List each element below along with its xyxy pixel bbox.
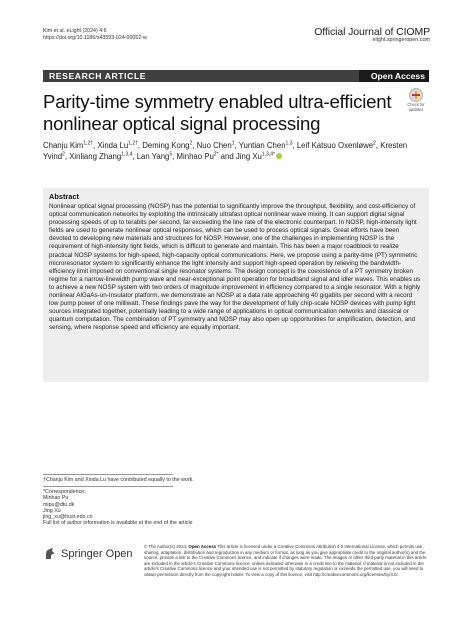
springer-open-logo[interactable] <box>43 543 138 567</box>
author-affiliation-marker: 1,2† <box>83 140 94 147</box>
author-affiliation-marker: 5 <box>169 151 173 158</box>
author-separator: , <box>192 141 197 150</box>
author-affiliation-marker: 2 <box>373 140 376 147</box>
correspondence-line[interactable]: jing_xu@hust.edu.cn <box>43 514 93 521</box>
author-name: Xinda Lu <box>97 141 129 150</box>
abstract-text: Nonlinear optical signal processing (NOSP) has the potential to significantly improve the throughput, flexibility, and cost-efficiency of optical communication networks by exploiting the intrinsically ultrafast optical nonlinear wave mixing. It can support digital signal processing speeds of up to terabits per second, far exceeding the line rate of the electronic counterpart. In NOSP, high-intensity light fields are used to generate nonlinear optical responses, which can be used to process optical signals. Great efforts have been devoted to developing new materials and structures for NOSP. However, one of the challenges in implementing NOSP is the requirement of high-intensity light fields, which is difficult to generate and maintain. This has been a major roadblock to realize practical NOSP systems for high-speed, high-capacity optical communications. Here, we propose using a parity-time (PT) symmetric microresonator system to significantly enhance the light intensity and support high-speed operation by relieving the bandwidth-efficiency limit imposed on conventional single resonator systems. The design concept is the coexistence of a PT symmetry broken regime for a narrow-linewidth pump wave and near-exceptional point operation for broadband signal and idler waves. This enables us to achieve a new NOSP system with two orders of magnitude improvement in efficiency compared to a single resonator. With a highly nonlinear AlGaAs-on-Insulator platform, we demonstrate an NOSP at a data rate approaching 40 gigabits per second with a record low pump power of one milliwatt. These findings pave the way for the development of fully chip-scale NOSP devices with pump light sources integrated together, potentially leading to a wide range of applications in optical communication networks and classical or quantum computation. The combination of PT symmetry and NOSP may also open up opportunities for amplification, detection, and sensing, where response speed and efficiency are equally important. <box>49 203 421 332</box>
crossmark-icon <box>409 88 423 102</box>
license-text: This article is licensed under a Creative Commons Attribution 4.0 International License, which permits use, sharing, adaptation, distribution and reproduction in any medium or format, as long as you give appropriate credit to the original author(s) and the source, provide a link to the Creative Commons licence, and indicate if changes were made. The images or other third party material in this article are included in the article's Creative Commons licence, unless indicated otherwise in a credit line to the material. If material is not included in the article's Creative Commons licence and your intended use is not permitted by statutory regulation or exceeds the permitted use, you will need to obtain permission directly from the copyright holder. To view a copy of this licence, visit http://creativecommons.org/licenses/by/4.0/. <box>144 544 427 577</box>
author-separator: and <box>218 152 236 162</box>
author-separator: , <box>292 141 297 150</box>
author-name: Xinliang Zhang <box>69 152 122 162</box>
author-name: Yuntian Chen <box>238 141 286 150</box>
correspondence-line: Jing Xu <box>43 507 61 514</box>
author-affiliation-marker: 1 <box>231 140 235 147</box>
author-separator: , <box>93 141 98 150</box>
open-access-label: Open Access <box>188 544 217 549</box>
correspondence-line: *Correspondence: <box>43 489 86 495</box>
article-type-label: RESEARCH ARTICLE <box>49 71 147 81</box>
author-affiliation-marker: 2 <box>62 151 65 158</box>
author-name: Chanju Kim <box>43 141 84 150</box>
author-separator: , <box>132 152 137 162</box>
author-name: Kresten Yvind <box>43 141 408 162</box>
author-affiliation-marker: 1,2† <box>128 140 138 147</box>
author-name: Deming Kong <box>142 141 190 150</box>
citation-header <box>43 28 147 42</box>
citation-line: Kim et al. eLight (2024) 4:6 <box>43 28 107 34</box>
author-affiliation-marker: 1,3 <box>285 140 293 147</box>
copyright-line: © The Author(s) 2024. <box>144 544 188 549</box>
correspondence-line[interactable]: mipu@dtu.dk <box>43 501 75 508</box>
correspondence-block <box>43 489 193 527</box>
license-text-block <box>144 544 430 578</box>
author-separator: , <box>64 152 70 162</box>
crossmark-label: Check for updates <box>407 102 425 112</box>
journal-url[interactable]: elight.springeropen.com <box>372 37 430 43</box>
journal-name: Official Journal of CIOMP <box>314 26 430 38</box>
author-affiliation-marker: 1,3,4* <box>261 151 275 158</box>
journal-header <box>314 26 430 43</box>
author-separator: , <box>137 141 143 150</box>
author-separator: , <box>234 141 239 150</box>
correspondence-line: Full list of author information is available at the end of the article <box>43 520 193 527</box>
author-list <box>43 140 429 163</box>
author-name: Nuo Chen <box>196 141 232 150</box>
abstract-box <box>43 188 429 382</box>
author-name: Jing Xu <box>235 152 262 162</box>
author-name: Leif Katsuo Oxenløwe <box>296 141 374 150</box>
author-separator: , <box>172 152 177 162</box>
open-access-badge: Open Access <box>359 70 429 82</box>
author-separator: , <box>375 141 381 150</box>
author-name: Lan Yang <box>136 152 170 162</box>
abstract-heading: Abstract <box>49 192 79 201</box>
author-affiliation-marker: 2 <box>189 140 193 147</box>
publisher-name: Springer Open <box>61 548 133 560</box>
springer-horse-icon <box>43 547 57 561</box>
check-for-updates-button[interactable] <box>403 88 429 116</box>
footnote-divider <box>43 486 173 487</box>
orcid-icon[interactable] <box>276 153 282 159</box>
correspondence-line: Minhao Pu <box>43 495 69 502</box>
author-affiliation-marker: 2* <box>213 151 219 158</box>
author-name: Minhao Pu <box>176 152 214 162</box>
doi-link[interactable]: https://doi.org/10.1186/s43593-024-00062-w <box>43 34 147 41</box>
footnote-divider <box>43 474 173 475</box>
equal-contribution-note: †Chanju Kim and Xinda Lu have contributed equally to the work. <box>43 477 194 483</box>
article-type-banner <box>43 70 429 82</box>
article-title: Parity-time symmetry enabled ultra-efficient nonlinear optical signal processing <box>43 91 392 134</box>
author-affiliation-marker: 1,3,4 <box>121 151 133 158</box>
